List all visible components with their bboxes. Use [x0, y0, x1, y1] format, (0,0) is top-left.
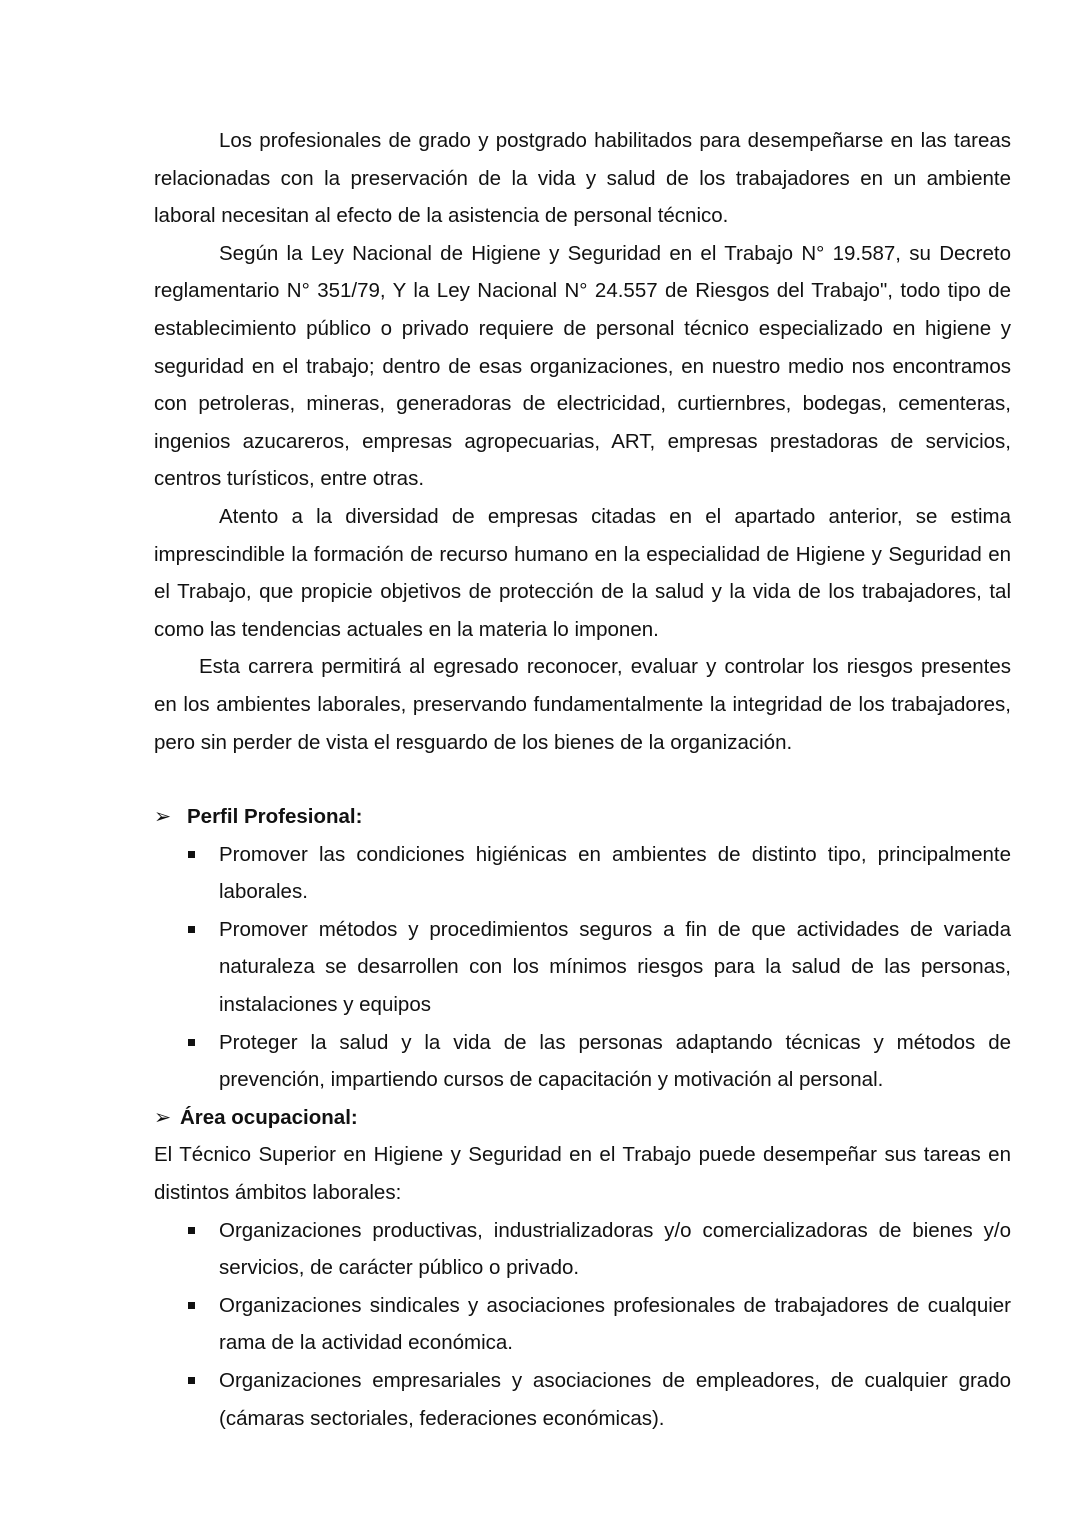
list-item: [219, 1212, 1011, 1287]
intro-paragraph-3: Atento a la diversidad de empresas citadas en el apartado anterior, se estima imprescindible la formación de recurso humano en la especialidad de Higiene y Seguridad en el Trabajo, que propicie objetivos de protección de la salud y la vida de los trabajadores, tal como las tendencias actuales en la materia lo imponen.: [154, 504, 1011, 641]
arrow-bullet-icon: ➢: [154, 805, 172, 829]
square-bullet-icon: [188, 1039, 195, 1046]
area-ocupacional-heading: [154, 1099, 1011, 1137]
perfil-profesional-title: Perfil Profesional:: [187, 805, 363, 829]
intro-paragraph-4: Esta carrera permitirá al egresado reconocer, evaluar y controlar los riesgos presentes en los ambientes laborales, preservando fundamentalmente la integridad de los trabajadores, pero sin perder de vista el resguardo de los bienes de la organización.: [154, 655, 1011, 754]
list-item: [219, 1362, 1011, 1437]
square-bullet-icon: [188, 926, 195, 933]
area-ocupacional-title: Área ocupacional:: [180, 1105, 358, 1129]
list-item: [219, 911, 1011, 1024]
document-page: [154, 122, 1011, 1437]
square-bullet-icon: [188, 851, 195, 858]
list-item-text: Organizaciones productivas, industrializadoras y/o comercializadoras de bienes y/o servicios, de carácter público o privado.: [219, 1218, 1011, 1280]
square-bullet-icon: [188, 1227, 195, 1234]
list-item: [219, 1024, 1011, 1099]
list-item-text: Promover las condiciones higiénicas en ambientes de distinto tipo, principalmente laborales.: [219, 842, 1011, 904]
perfil-profesional-heading: [154, 798, 1011, 836]
list-item-text: Promover métodos y procedimientos seguros a fin de que actividades de variada naturaleza se desarrollen con los mínimos riesgos para la salud de las personas, instalaciones y equipos: [219, 917, 1011, 1017]
list-item-text: Proteger la salud y la vida de las personas adaptando técnicas y métodos de prevención, impartiendo cursos de capacitación y motivación al personal.: [219, 1030, 1011, 1092]
list-item-text: Organizaciones empresariales y asociaciones de empleadores, de cualquier grado (cámaras sectoriales, federaciones económicas).: [219, 1369, 1011, 1430]
intro-paragraph-2: Según la Ley Nacional de Higiene y Seguridad en el Trabajo N° 19.587, su Decreto reglamentario N° 351/79, Y la Ley Nacional N° 24.557 de Riesgos del Trabajo", todo tipo de establecimiento público o privado requiere de personal técnico especializado en higiene y seguridad en el trabajo; dentro de esas organizaciones, en nuestro medio nos encontramos con petroleras, mineras, generadoras de electricidad, curtiernbres, bodegas, cementeras, ingenios azucareros, empresas agropecuarias, ART, empresas prestadoras de servicios, centros turísticos, entre otras.: [154, 241, 1011, 491]
list-item: [219, 836, 1011, 911]
square-bullet-icon: [188, 1302, 195, 1309]
square-bullet-icon: [188, 1377, 195, 1384]
list-item: [219, 1287, 1011, 1362]
area-ocupacional-intro: El Técnico Superior en Higiene y Seguridad en el Trabajo puede desempeñar sus tareas en distintos ámbitos laborales:: [154, 1143, 1011, 1205]
intro-paragraph-1: Los profesionales de grado y postgrado habilitados para desempeñarse en las tareas relacionadas con la preservación de la vida y salud de los trabajadores en un ambiente laboral necesitan al efecto de la asistencia de personal técnico.: [154, 129, 1011, 228]
arrow-bullet-icon: ➢: [154, 1105, 172, 1129]
list-item-text: Organizaciones sindicales y asociaciones profesionales de trabajadores de cualquier rama de la actividad económica.: [219, 1293, 1011, 1355]
area-ocupacional-list: [154, 1212, 1011, 1438]
perfil-profesional-list: [154, 836, 1011, 1099]
